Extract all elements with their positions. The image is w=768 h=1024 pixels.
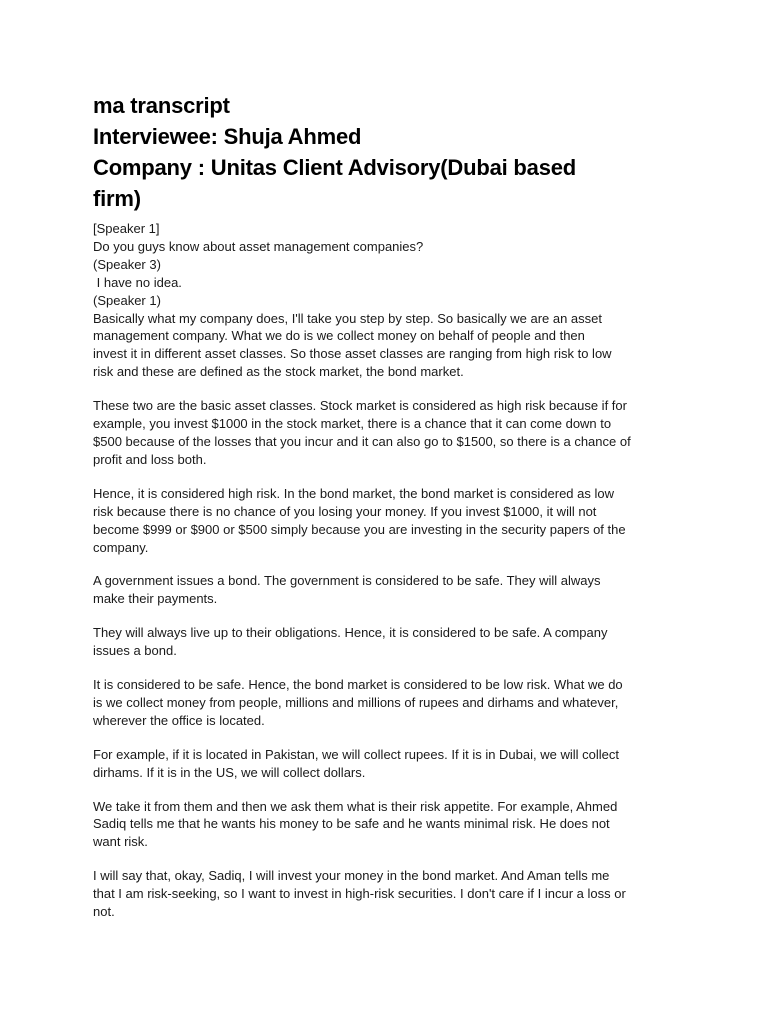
paragraph-line: not. [93, 904, 115, 920]
paragraph-line: is we collect money from people, millions and millions of rupees and dirhams and whatever, [93, 694, 619, 710]
speaker-label: (Speaker 3) [93, 256, 161, 272]
paragraph-line: profit and loss both. [93, 451, 207, 467]
paragraph-line: These two are the basic asset classes. Stock market is considered as high risk because if for [93, 398, 627, 414]
paragraph-line: example, you invest $1000 in the stock market, there is a chance that it can come down to [93, 416, 612, 432]
paragraph-line: dirhams. If it is in the US, we will collect dollars. [93, 764, 366, 780]
dialogue-line: Do you guys know about asset management companies? [93, 238, 424, 254]
paragraph-line: make their payments. [93, 591, 218, 607]
transcript-body [93, 220, 685, 921]
heading-line-company: Company : Unitas Client Advisory(Dubai based [93, 155, 577, 180]
paragraph-line: invest it in different asset classes. So those asset classes are ranging from high risk to low [93, 346, 612, 362]
paragraph-line: We take it from them and then we ask them what is their risk appetite. For example, Ahmed [93, 798, 618, 814]
paragraph-line: They will always live up to their obligations. Hence, it is considered to be safe. A company [93, 625, 608, 641]
paragraph-line: company. [93, 539, 149, 555]
paragraph-line: I will say that, okay, Sadiq, I will invest your money in the bond market. And Aman tells me [93, 868, 610, 884]
speaker-label: (Speaker 1) [93, 292, 161, 308]
document-content [93, 90, 685, 921]
paragraph [93, 867, 685, 921]
paragraph-line: $500 because of the losses that you incur and it can also go to $1500, so there is a chance of [93, 433, 631, 449]
paragraph [93, 798, 685, 852]
heading-line-company-cont: firm) [93, 186, 141, 211]
paragraph-line: A government issues a bond. The government is considered to be safe. They will always [93, 573, 601, 589]
paragraph-line: Sadiq tells me that he wants his money to be safe and he wants minimal risk. He does not [93, 816, 610, 832]
heading-line-title: ma transcript [93, 93, 230, 118]
paragraph-line: management company. What we do is we collect money on behalf of people and then [93, 328, 585, 344]
paragraph-line: Basically what my company does, I'll take you step by step. So basically we are an asset [93, 310, 603, 326]
paragraph [93, 397, 685, 469]
paragraph-line: that I am risk-seeking, so I want to invest in high-risk securities. I don't care if I incur a loss or [93, 886, 626, 902]
paragraph-line: Hence, it is considered high risk. In the bond market, the bond market is considered as low [93, 485, 614, 501]
paragraph-line: risk because there is no chance of you losing your money. If you invest $1000, it will not [93, 503, 597, 519]
heading-line-interviewee: Interviewee: Shuja Ahmed [93, 124, 362, 149]
paragraph-line: For example, if it is located in Pakistan, we will collect rupees. If it is in Dubai, we will collect [93, 746, 619, 762]
dialogue-line: I have no idea. [93, 274, 182, 290]
paragraph-line: become $999 or $900 or $500 simply because you are investing in the security papers of the [93, 521, 626, 537]
paragraph [93, 746, 685, 782]
document-heading [93, 90, 685, 214]
paragraph-line: wherever the office is located. [93, 712, 265, 728]
paragraph-line: It is considered to be safe. Hence, the bond market is considered to be low risk. What we do [93, 677, 623, 693]
paragraph-line: risk and these are defined as the stock market, the bond market. [93, 364, 464, 380]
paragraph [93, 676, 685, 730]
paragraph [93, 624, 685, 660]
paragraph [93, 485, 685, 557]
paragraph-line: want risk. [93, 834, 148, 850]
dialogue-block [93, 220, 685, 381]
paragraph-line: issues a bond. [93, 643, 177, 659]
speaker-label: [Speaker 1] [93, 221, 160, 236]
paragraph [93, 572, 685, 608]
